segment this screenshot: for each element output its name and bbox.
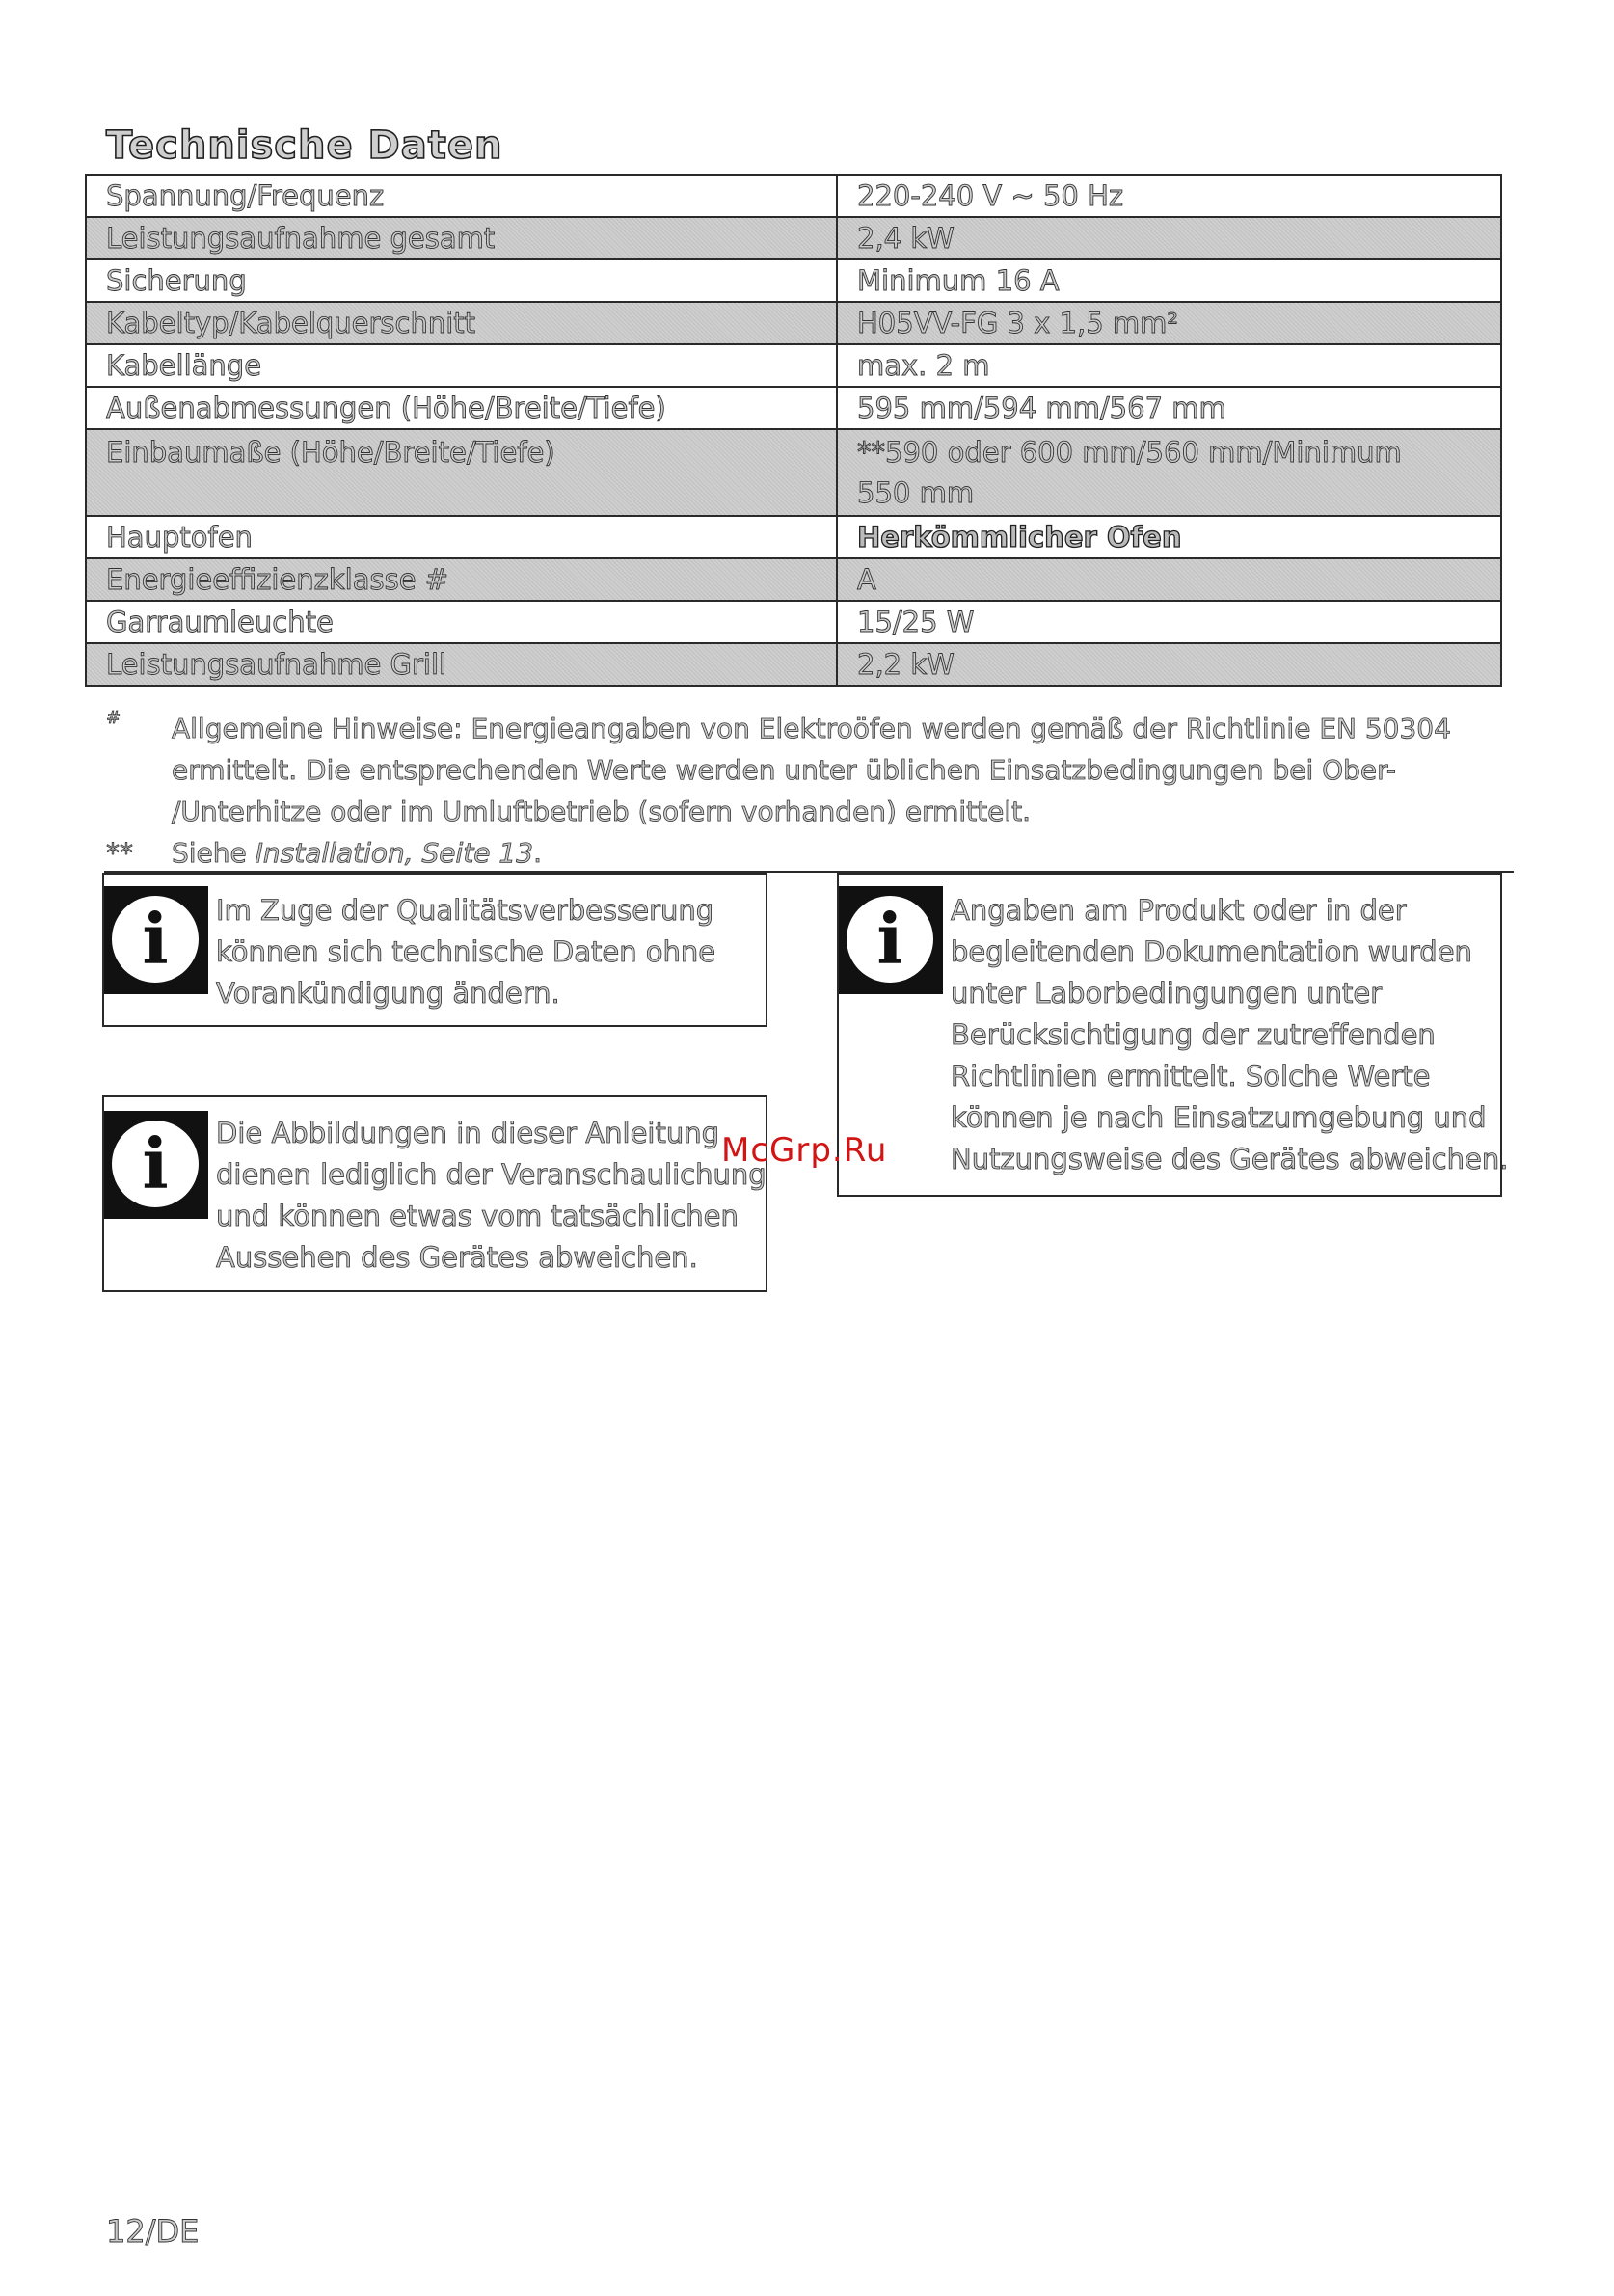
spec-value-multiline [837,429,1501,516]
spec-label: Spannung/Frequenz [86,175,837,217]
note-text [216,1113,767,1279]
info-icon-glyph: i [142,898,169,980]
spec-label: Kabellänge [86,344,837,387]
table-row [86,259,1501,302]
spec-value-line: **590 oder 600 mm/560 mm/Minimum [857,436,1402,469]
note-line: Berücksichtigung der zutreffenden [951,1018,1436,1051]
page-title: Technische Daten [106,123,503,168]
info-icon [104,886,208,994]
note-line: und können etwas vom tatsächlichen [216,1200,739,1232]
page-number: 12/DE [106,2213,200,2250]
table-row [86,516,1501,558]
note-line: Angaben am Produkt oder in der [951,894,1407,927]
table-row [86,643,1501,686]
note-line: Die Abbildungen in dieser Anleitung [216,1117,719,1149]
spec-label: Energieeffizienzklasse # [86,558,837,601]
note-line: unter Laborbedingungen unter [951,977,1383,1010]
info-icon [104,1111,208,1219]
info-note-illustrations [102,1095,767,1292]
spec-value: 2,2 kW [837,643,1501,686]
table-row [86,558,1501,601]
note-line: Im Zuge der Qualitätsverbesserung [216,894,714,927]
note-line: Vorankündigung ändern. [216,977,560,1010]
note-line: können sich technische Daten ohne [216,935,716,968]
watermark: McGrp.Ru [721,1131,888,1170]
note-line: Aussehen des Gerätes abweichen. [216,1241,698,1274]
footnote-marker: ** [106,837,133,869]
spec-value: 2,4 kW [837,217,1501,259]
footnote-line: Allgemeine Hinweise: Energieangaben von Elektroöfen werden gemäß der Richtlinie EN 50304 [172,713,1451,744]
note-line: Nutzungsweise des Gerätes abweichen. [951,1143,1509,1175]
footnotes [106,708,1475,874]
footnote-star [106,832,1475,874]
note-line: Richtlinien ermittelt. Solche Werte [951,1060,1431,1093]
table-row [86,387,1501,429]
installation-page-reference: Installation, Seite 13 [255,837,534,869]
spec-label: Hauptofen [86,516,837,558]
note-line: können je nach Einsatzumgebung und [951,1101,1487,1134]
table-row [86,429,1501,516]
spec-value: Minimum 16 A [837,259,1501,302]
info-icon [839,886,943,994]
spec-value: H05VV-FG 3 x 1,5 mm² [837,302,1501,344]
table-row [86,601,1501,643]
footnote-hash [106,708,1475,832]
note-line: begleitenden Dokumentation wurden [951,935,1472,968]
spec-value: max. 2 m [837,344,1501,387]
table-row [86,175,1501,217]
footnote-text: Siehe [172,837,256,869]
table-row [86,217,1501,259]
spec-label: Sicherung [86,259,837,302]
info-note-laboratory [837,873,1509,1197]
info-icon-glyph: i [876,898,903,980]
info-note-quality [102,873,767,1027]
note-text [951,890,1508,1180]
table-row [86,302,1501,344]
spec-label: Leistungsaufnahme Grill [86,643,837,686]
spec-label: Einbaumaße (Höhe/Breite/Tiefe) [86,429,837,516]
footnote-line: ermittelt. Die entsprechenden Werte werden unter üblichen Einsatzbedingungen bei Ober- [172,754,1396,786]
footnote-marker: # [106,708,121,728]
info-icon-glyph: i [142,1122,169,1204]
spec-value-line: 550 mm [857,476,975,509]
note-line: dienen lediglich der Veranschaulichung [216,1158,767,1191]
spec-label: Kabeltyp/Kabelquerschnitt [86,302,837,344]
spec-value: 15/25 W [837,601,1501,643]
spec-label: Außenabmessungen (Höhe/Breite/Tiefe) [86,387,837,429]
table-row [86,344,1501,387]
spec-label: Garraumleuchte [86,601,837,643]
spec-label: Leistungsaufnahme gesamt [86,217,837,259]
technical-data-table [85,174,1502,687]
spec-value: A [837,558,1501,601]
footnote-text: . [533,837,542,869]
spec-value: 220-240 V ~ 50 Hz [837,175,1501,217]
note-text [216,890,715,1014]
spec-value: 595 mm/594 mm/567 mm [837,387,1501,429]
spec-value: Herkömmlicher Ofen [837,516,1501,558]
footnote-line: /Unterhitze oder im Umluftbetrieb (sofern vorhanden) ermittelt. [172,796,1032,827]
